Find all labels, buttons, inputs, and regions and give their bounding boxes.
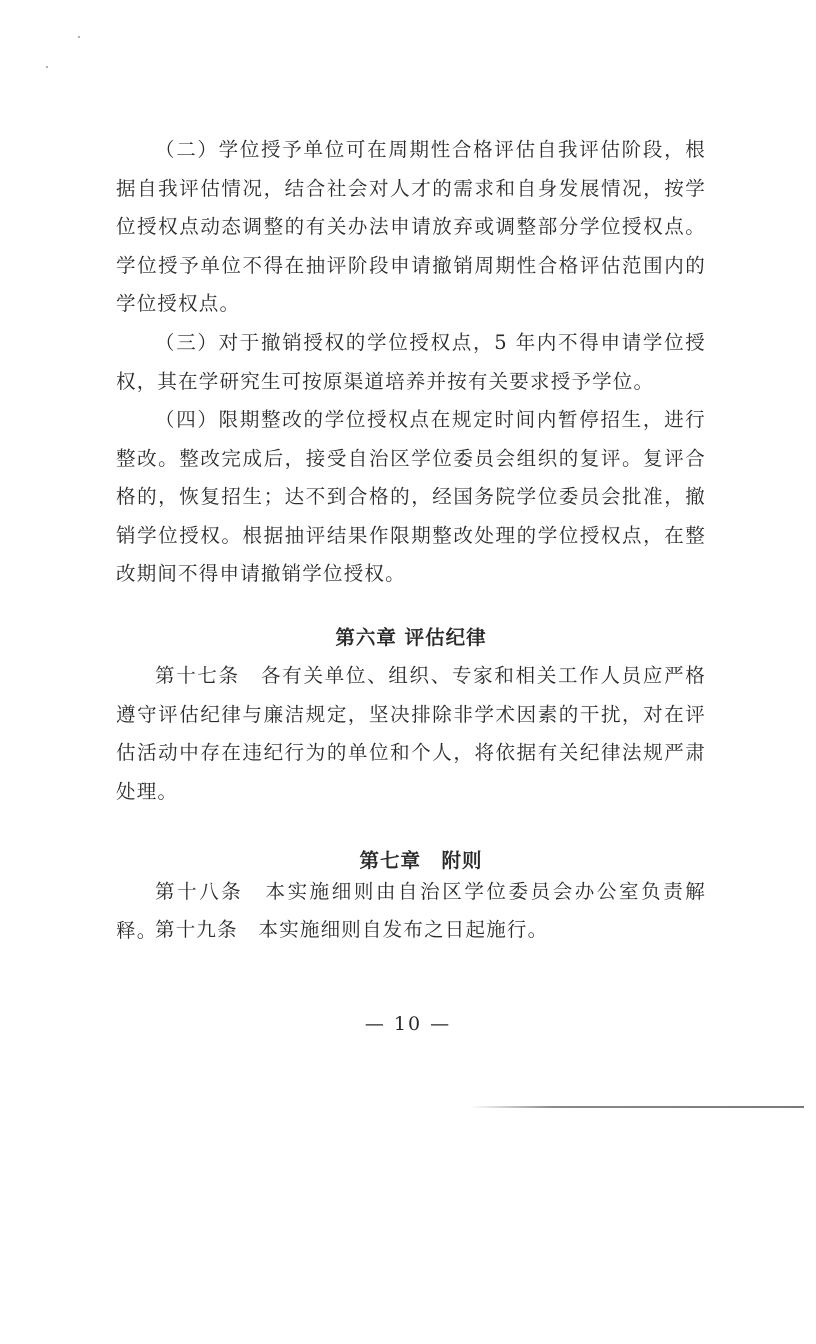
article-18: 第十八条 本实施细则由自治区学位委员会办公室负责解释。	[116, 880, 706, 942]
article-19: 第十九条 本实施细则自发布之日起施行。	[155, 918, 549, 941]
article-17: 第十七条 各有关单位、组织、专家和相关工作人员应严格遵守评估纪律与廉洁规定，坚决排除非学术因素的干扰，对在评估活动中存在违纪行为的单位和个人，将依据有关纪律法规严肃处理。	[116, 664, 706, 803]
page-number: — 10 —	[364, 1013, 452, 1035]
chapter-6-title: 第六章 评估纪律	[335, 626, 487, 649]
paragraph-2: （二）学位授予单位可在周期性合格评估自我评估阶段，根据自我评估情况，结合社会对人才的需求和自身发展情况，按学位授权点动态调整的有关办法申请放弃或调整部分学位授权点。学位授予单位不得在抽评阶段申请撤销周期性合格评估范围内的学位授权点。	[116, 138, 706, 316]
scan-artifact-line	[470, 1106, 804, 1108]
chapter-7-title: 第七章 附则	[359, 849, 483, 872]
scan-speck	[46, 66, 48, 68]
paragraph-3: （三）对于撤销授权的学位授权点，5 年内不得申请学位授权，其在学研究生可按原渠道培养并按有关要求授予学位。	[116, 331, 706, 393]
scan-speck	[78, 36, 80, 38]
paragraph-4: （四）限期整改的学位授权点在规定时间内暂停招生，进行整改。整改完成后，接受自治区学位委员会组织的复评。复评合格的，恢复招生；达不到合格的，经国务院学位委员会批准，撤销学位授权。根据抽评结果作限期整改处理的学位授权点，在整改期间不得申请撤销学位授权。	[116, 408, 706, 586]
